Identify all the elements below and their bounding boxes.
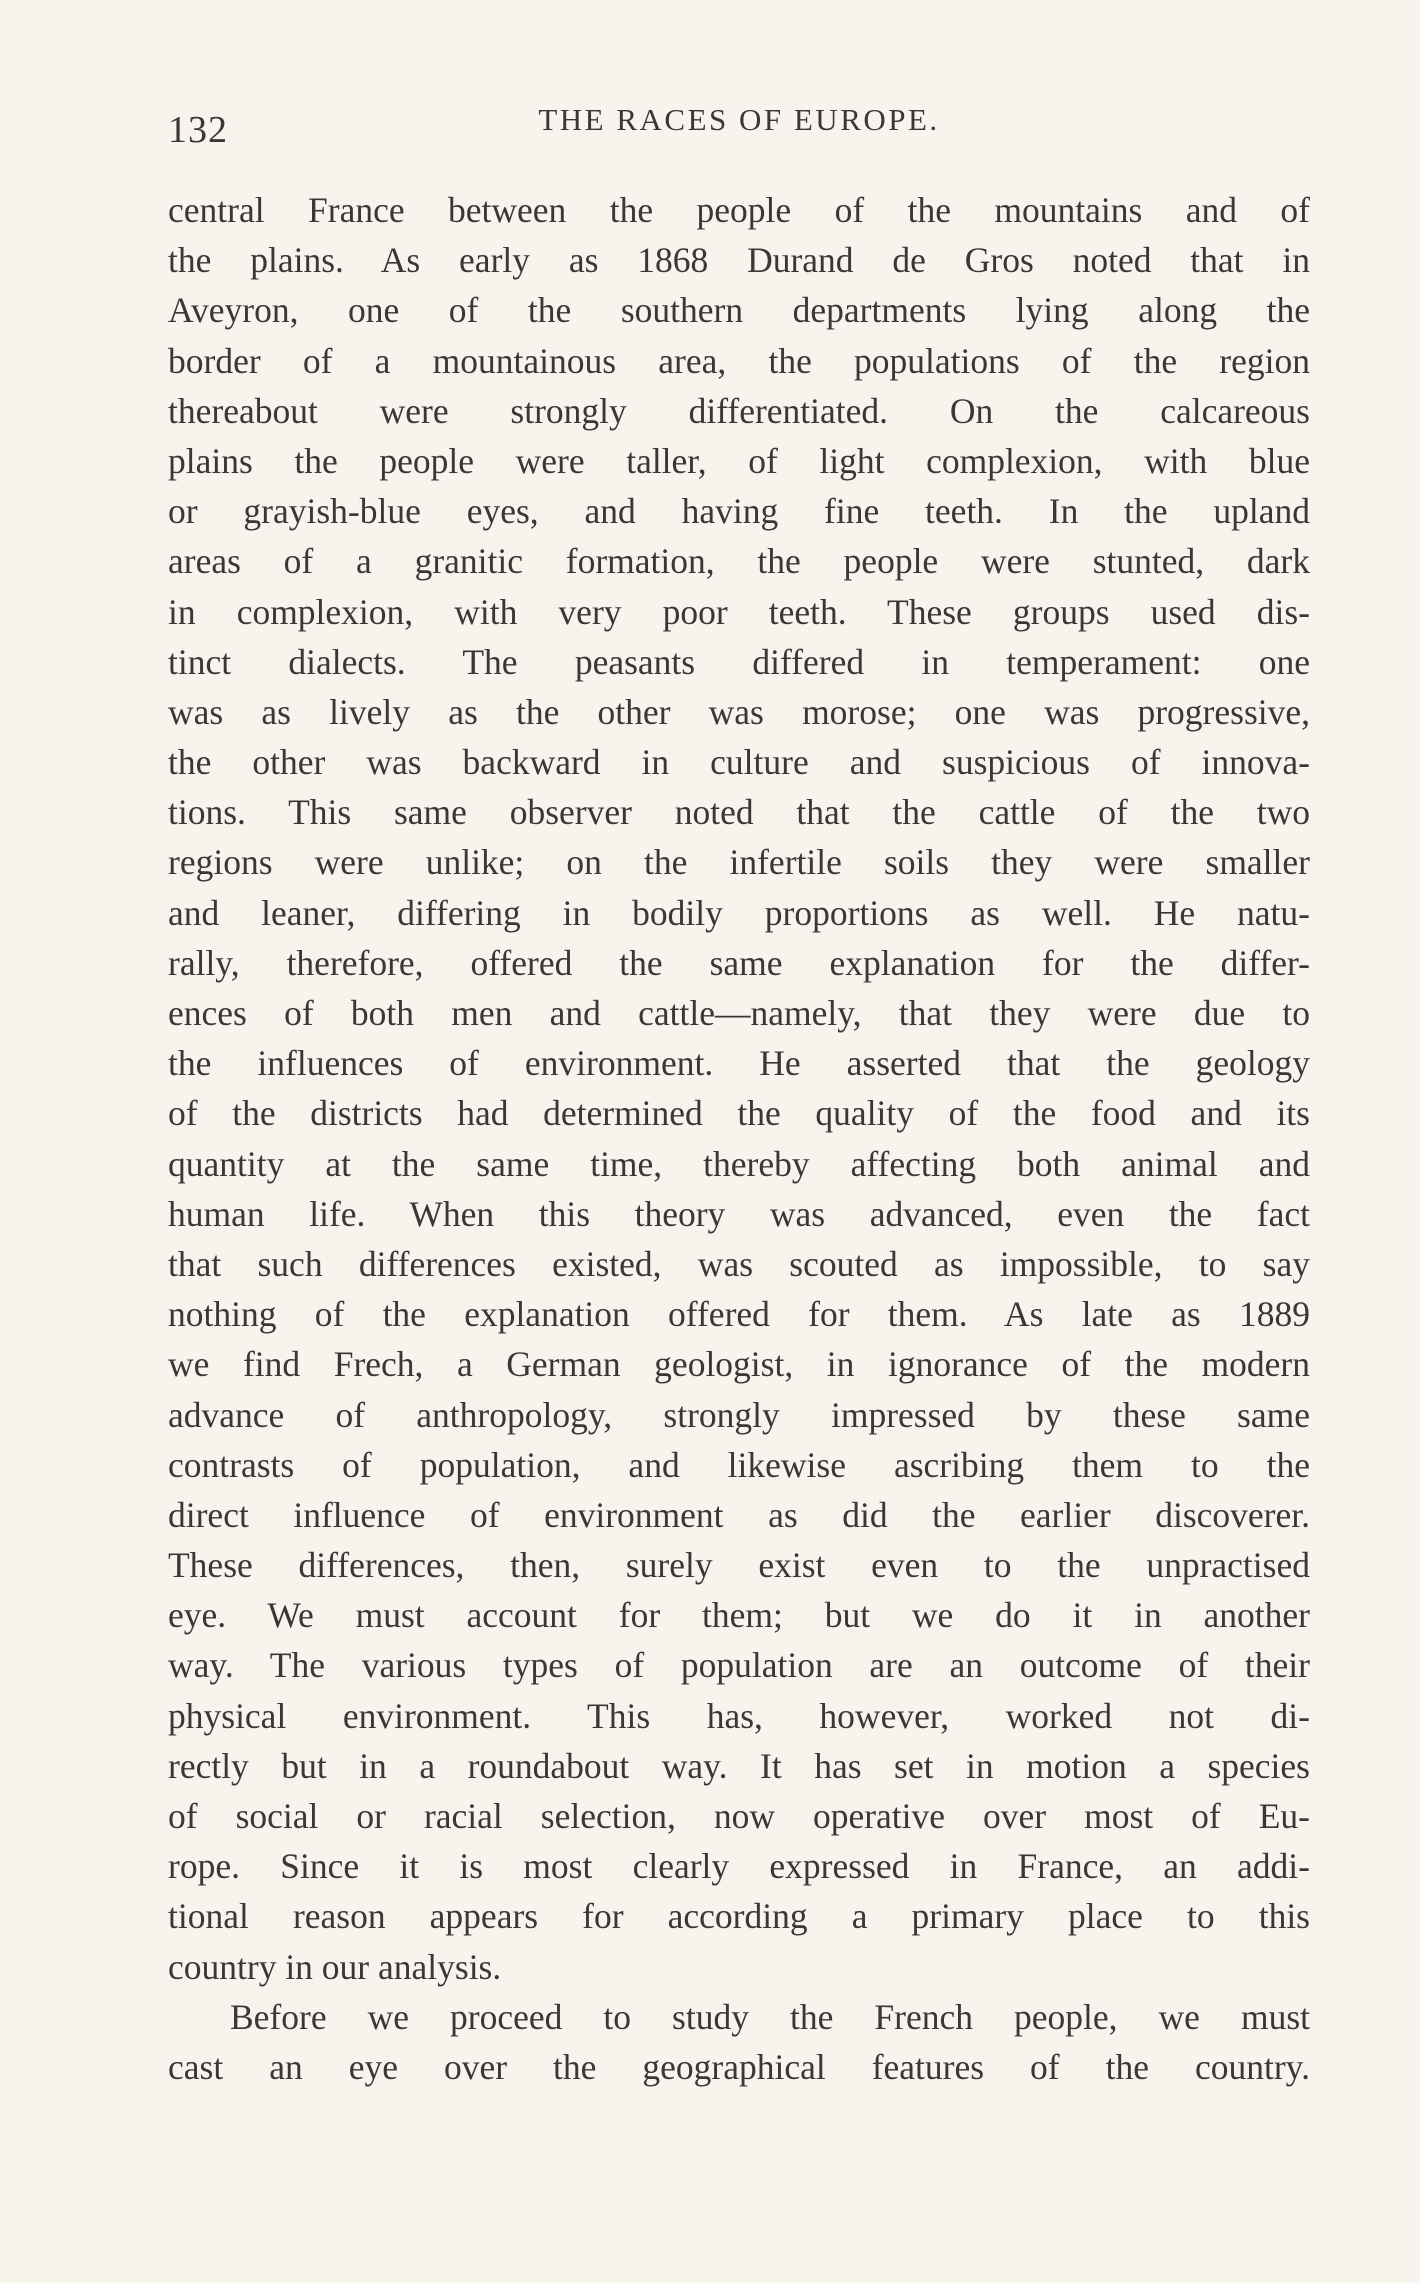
text-line: tional reason appears for according a primary place to this — [168, 1896, 1310, 1937]
page-number: 132 — [168, 109, 228, 151]
text-line: eye. We must account for them; but we do it in another — [168, 1595, 1310, 1636]
text-line: or grayish-blue eyes, and having fine teeth. In the upland — [168, 491, 1310, 532]
running-head: THE RACES OF EUROPE. — [538, 102, 940, 137]
text-line: rectly but in a roundabout way. It has set in motion a species — [168, 1745, 1310, 1786]
text-line: advance of anthropology, strongly impressed by these same — [168, 1394, 1310, 1435]
text-line: that such differences existed, was scouted as impossible, to say — [168, 1243, 1310, 1284]
page-header — [168, 100, 1310, 160]
body-text — [168, 185, 1310, 2092]
text-line: the plains. As early as 1868 Durand de Gros noted that in — [168, 240, 1310, 281]
text-line: nothing of the explanation offered for them. As late as 1889 — [168, 1294, 1310, 1335]
paragraph-first-line: Before we proceed to study the French people, we must — [230, 1996, 1310, 2037]
text-line: Aveyron, one of the southern departments lying along the — [168, 290, 1310, 331]
text-line: of the districts had determined the quality of the food and its — [168, 1093, 1310, 1134]
text-line: areas of a granitic formation, the people were stunted, dark — [168, 541, 1310, 582]
text-line: These differences, then, surely exist even to the unpractised — [168, 1545, 1310, 1586]
text-line: thereabout were strongly differentiated. On the calcareous — [168, 390, 1310, 431]
text-line: tions. This same observer noted that the cattle of the two — [168, 792, 1310, 833]
text-line: physical environment. This has, however, worked not di- — [168, 1695, 1310, 1736]
text-line: regions were unlike; on the infertile soils they were smaller — [168, 842, 1310, 883]
text-line: in complexion, with very poor teeth. These groups used dis- — [168, 591, 1310, 632]
text-line: human life. When this theory was advanced, even the fact — [168, 1193, 1310, 1234]
text-line: rope. Since it is most clearly expressed in France, an addi- — [168, 1846, 1310, 1887]
text-line: cast an eye over the geographical features of the country. — [168, 2046, 1310, 2087]
text-line: we find Frech, a German geologist, in ignorance of the modern — [168, 1344, 1310, 1385]
text-line: was as lively as the other was morose; one was progressive, — [168, 691, 1310, 732]
text-line: and leaner, differing in bodily proportions as well. He natu- — [168, 892, 1310, 933]
text-line: contrasts of population, and likewise ascribing them to the — [168, 1444, 1310, 1485]
text-line: quantity at the same time, thereby affecting both animal and — [168, 1143, 1310, 1184]
text-line: central France between the people of the mountains and of — [168, 190, 1310, 230]
text-line: plains the people were taller, of light complexion, with blue — [168, 440, 1310, 481]
text-line: border of a mountainous area, the populations of the region — [168, 340, 1310, 381]
paragraph-last-line: country in our analysis. — [168, 1946, 502, 1987]
text-line: of social or racial selection, now operative over most of Eu- — [168, 1796, 1310, 1836]
text-line: ences of both men and cattle—namely, that they were due to — [168, 993, 1310, 1033]
text-line: way. The various types of population are an outcome of their — [168, 1645, 1310, 1686]
text-line: tinct dialects. The peasants differed in temperament: one — [168, 641, 1310, 682]
text-line: the other was backward in culture and suspicious of innova- — [168, 742, 1310, 783]
text-line: rally, therefore, offered the same explanation for the differ- — [168, 942, 1310, 983]
text-line: direct influence of environment as did the earlier discoverer. — [168, 1494, 1310, 1535]
text-line: the influences of environment. He asserted that the geology — [168, 1043, 1310, 1084]
